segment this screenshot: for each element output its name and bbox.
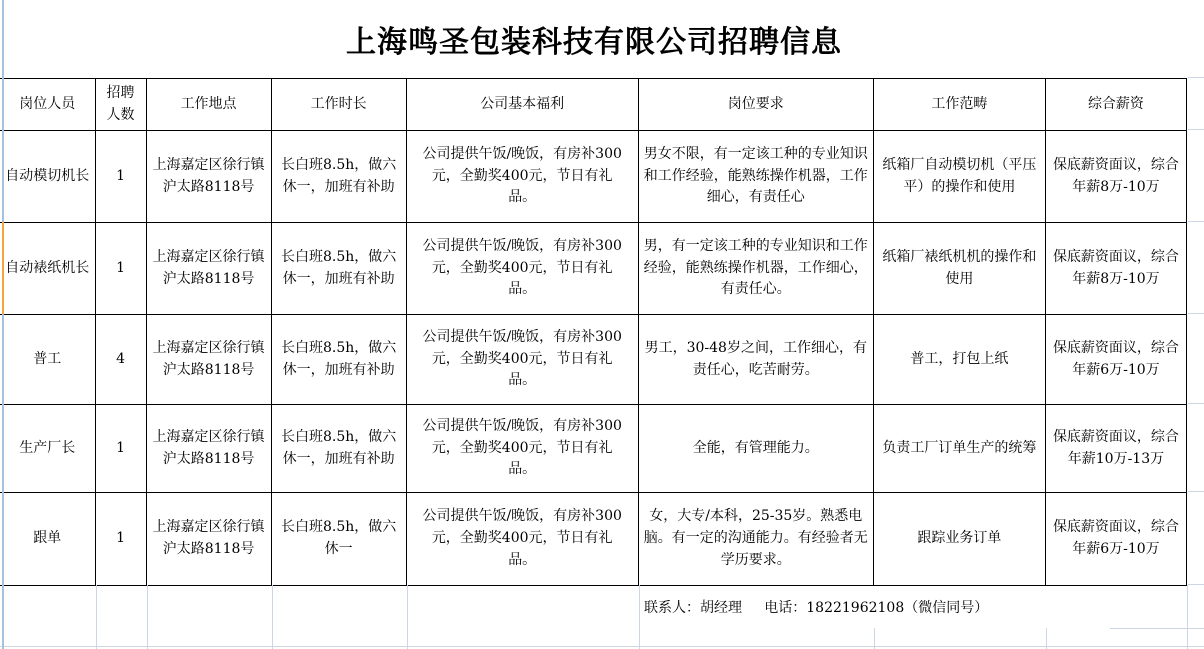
gridline-vertical	[1187, 585, 1188, 649]
table-row	[0, 223, 1187, 315]
cell-position[interactable]: 自动裱纸机长	[0, 223, 95, 315]
cell-requirements[interactable]: 全能，有管理能力。	[638, 405, 873, 493]
col-header-requirements[interactable]: 岗位要求	[638, 79, 873, 131]
gridline-vertical	[147, 585, 148, 649]
cell-headcount[interactable]: 1	[95, 493, 146, 586]
cell-location[interactable]: 上海嘉定区徐行镇沪太路8118号	[146, 405, 271, 493]
cell-hours[interactable]: 长白班8.5h，做六休一，加班有补助	[271, 315, 406, 405]
left-edge-line	[2, 0, 4, 222]
recruitment-table	[0, 78, 1187, 586]
gridline-vertical	[96, 585, 97, 649]
left-edge-line	[2, 314, 4, 649]
gridline-vertical	[639, 585, 640, 649]
cell-position[interactable]: 普工	[0, 315, 95, 405]
col-header-position[interactable]: 岗位人员	[0, 79, 95, 131]
cell-salary[interactable]: 保底薪资面议，综合年薪10万-13万	[1045, 405, 1186, 493]
table-row	[0, 405, 1187, 493]
gridline-horizontal	[1110, 628, 1204, 629]
cell-hours[interactable]: 长白班8.5h，做六休一，加班有补助	[271, 131, 406, 223]
cell-benefits[interactable]: 公司提供午饭/晚饭，有房补300元，全勤奖400元，节日有礼品。	[406, 131, 638, 223]
cell-salary[interactable]: 保底薪资面议，综合年薪8万-10万	[1045, 223, 1186, 315]
gridline-horizontal	[1188, 129, 1204, 130]
col-header-headcount[interactable]: 招聘人数	[95, 79, 146, 131]
cell-scope[interactable]: 纸箱厂裱纸机机的操作和使用	[873, 223, 1045, 315]
page-title: 上海鸣圣包装科技有限公司招聘信息	[346, 25, 842, 60]
cell-hours[interactable]: 长白班8.5h，做六休一，加班有补助	[271, 405, 406, 493]
cell-headcount[interactable]: 1	[95, 131, 146, 223]
cell-scope[interactable]: 负责工厂订单生产的统筹	[873, 405, 1045, 493]
gridline-horizontal	[1188, 221, 1204, 222]
cell-location[interactable]: 上海嘉定区徐行镇沪太路8118号	[146, 131, 271, 223]
cell-requirements[interactable]: 女，大专/本科，25-35岁。熟悉电脑。有一定的沟通能力。有经验者无学历要求。	[638, 493, 873, 586]
cell-position[interactable]: 生产厂长	[0, 405, 95, 493]
gridline-horizontal	[1188, 403, 1204, 404]
table-row	[0, 315, 1187, 405]
col-header-scope[interactable]: 工作范畴	[873, 79, 1045, 131]
cell-position[interactable]: 跟单	[0, 493, 95, 586]
gridline-horizontal	[1188, 313, 1204, 314]
cell-salary[interactable]: 保底薪资面议，综合年薪8万-10万	[1045, 131, 1186, 223]
col-header-location[interactable]: 工作地点	[146, 79, 271, 131]
cell-headcount[interactable]: 1	[95, 405, 146, 493]
cell-scope[interactable]: 跟踪业务订单	[873, 493, 1045, 586]
cell-benefits[interactable]: 公司提供午饭/晚饭，有房补300元，全勤奖400元，节日有礼品。	[406, 493, 638, 586]
cell-hours[interactable]: 长白班8.5h，做六休一，加班有补助	[271, 223, 406, 315]
cell-benefits[interactable]: 公司提供午饭/晚饭，有房补300元，全勤奖400元，节日有礼品。	[406, 405, 638, 493]
cell-benefits[interactable]: 公司提供午饭/晚饭，有房补300元，全勤奖400元，节日有礼品。	[406, 315, 638, 405]
col-header-hours[interactable]: 工作时长	[271, 79, 406, 131]
contact-text: 联系人：胡经理 电话：18221962108（微信同号）	[644, 599, 989, 616]
cell-hours[interactable]: 长白班8.5h，做六休一	[271, 493, 406, 586]
cell-salary[interactable]: 保底薪资面议，综合年薪6万-10万	[1045, 493, 1186, 586]
table-row	[0, 131, 1187, 223]
col-header-salary[interactable]: 综合薪资	[1045, 79, 1186, 131]
cell-benefits[interactable]: 公司提供午饭/晚饭，有房补300元，全勤奖400元，节日有礼品。	[406, 223, 638, 315]
col-header-benefits[interactable]: 公司基本福利	[406, 79, 638, 131]
left-edge-highlight	[2, 222, 4, 314]
gridline-horizontal	[1188, 584, 1204, 585]
cell-headcount[interactable]: 4	[95, 315, 146, 405]
cell-requirements[interactable]: 男工，30-48岁之间，工作细心，有责任心，吃苦耐劳。	[638, 315, 873, 405]
cell-headcount[interactable]: 1	[95, 223, 146, 315]
table-row	[0, 493, 1187, 586]
cell-salary[interactable]: 保底薪资面议，综合年薪6万-10万	[1045, 315, 1186, 405]
cell-location[interactable]: 上海嘉定区徐行镇沪太路8118号	[146, 315, 271, 405]
header-row	[0, 79, 1187, 131]
gridline-horizontal	[0, 646, 1204, 647]
contact-info[interactable]	[644, 585, 988, 628]
cell-location[interactable]: 上海嘉定区徐行镇沪太路8118号	[146, 493, 271, 586]
cell-requirements[interactable]: 男女不限，有一定该工种的专业知识和工作经验，能熟练操作机器，工作细心，有责任心	[638, 131, 873, 223]
cell-position[interactable]: 自动模切机长	[0, 131, 95, 223]
cell-scope[interactable]: 普工，打包上纸	[873, 315, 1045, 405]
gridline-vertical	[272, 585, 273, 649]
gridline-horizontal	[1188, 491, 1204, 492]
cell-requirements[interactable]: 男，有一定该工种的专业知识和工作经验，能熟练操作机器，工作细心，有责任心。	[638, 223, 873, 315]
gridline-vertical	[407, 585, 408, 649]
gridline-horizontal	[1188, 77, 1204, 78]
title-row	[0, 0, 1188, 78]
cell-scope[interactable]: 纸箱厂自动模切机（平压平）的操作和使用	[873, 131, 1045, 223]
cell-location[interactable]: 上海嘉定区徐行镇沪太路8118号	[146, 223, 271, 315]
